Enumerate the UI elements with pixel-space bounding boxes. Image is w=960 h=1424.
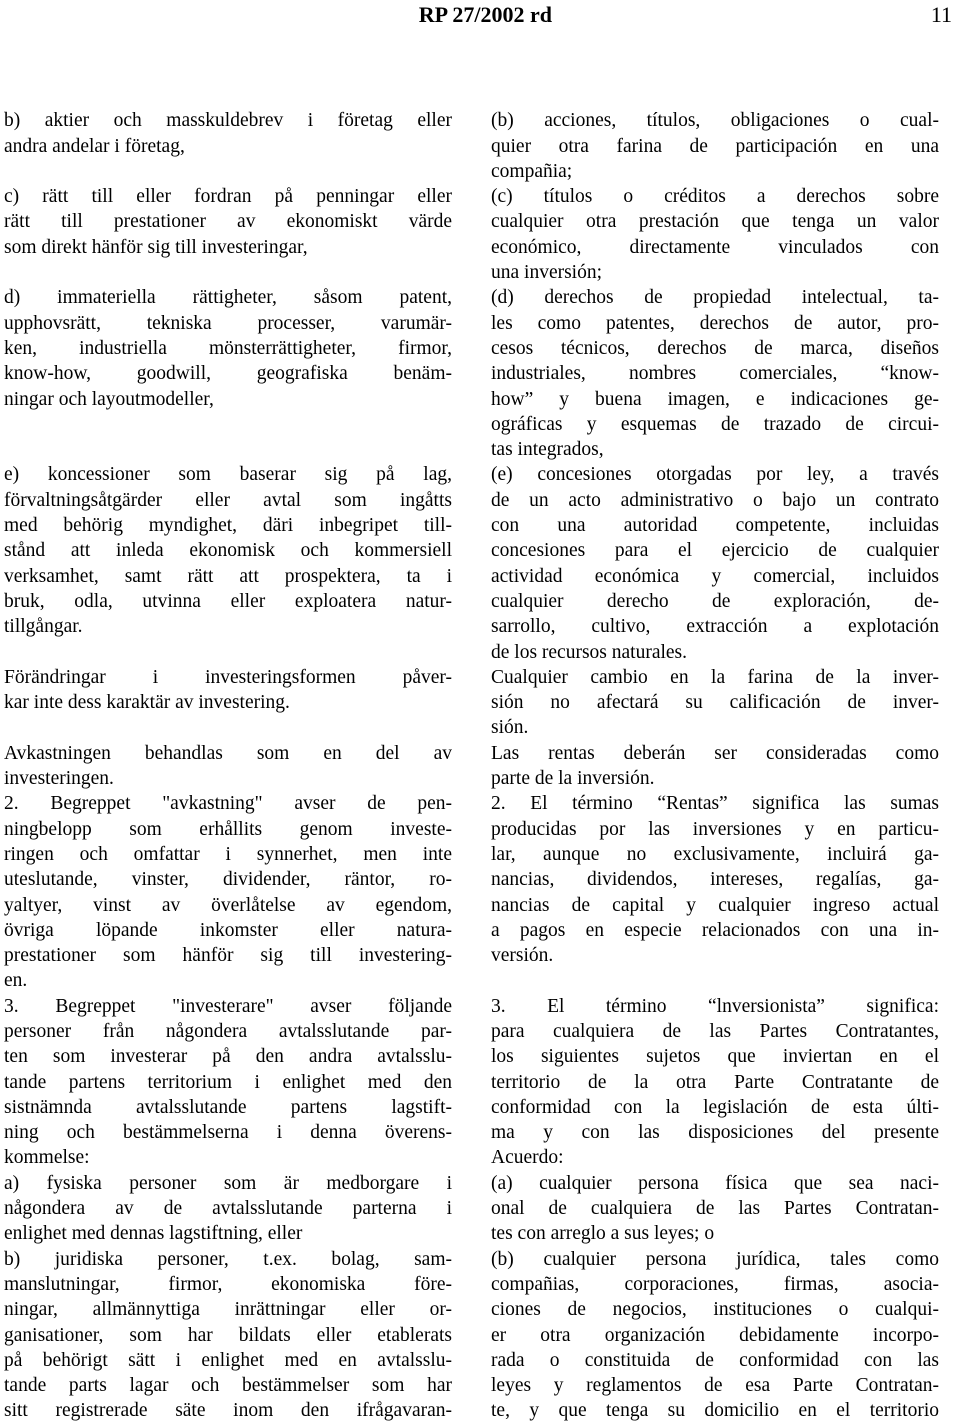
text-line: bruk, odla, utvinna eller exploatera natur- [4,590,452,612]
text-line: investeringen. [4,768,114,790]
text-line: manslutningar, firmor, ekonomiska före- [4,1273,452,1295]
text-line: nancias de capital y cualquier ingreso actual [491,894,939,916]
text-line: ning och bestämmelserna i denna överens- [4,1122,452,1144]
text-line: con una autoridad competente, incluidas [491,515,939,537]
text-line: ningar, allmännyttiga inrättningar eller or- [4,1299,452,1321]
text-line: som direkt hänför sig till investeringar, [4,236,308,258]
text-line: tande parts lagar och bestämmelser som har [4,1375,452,1397]
text-line: los siguientes sujetos que inviertan en el [491,1046,939,1068]
text-line: industriales, nombres comerciales, “know- [491,363,939,385]
text-line: sión no afectará su calificación de inver- [491,692,939,714]
blank-line [4,412,452,437]
text-line: know-how, goodwill, geografiska benäm- [4,363,452,385]
text-line: ográficas y esquemas de trazado de circui- [491,413,939,435]
blank-line [4,83,452,108]
text-line: territorio de la otra Parte Contratante de [491,1071,939,1093]
text-line: c) rätt till eller fordran på penningar eller [4,186,452,208]
text-line: med behörig myndighet, däri inbegripet till- [4,515,452,537]
text-line: 3. Begreppet "investerare" avser följande [4,995,452,1017]
text-line: er otra organización debidamente incorpo- [491,1324,939,1346]
text-line: tillgångar. [4,616,83,638]
text-line: producidas por las inversiones y en particu- [491,818,939,840]
text-line: ningbelopp som erhållits genom investe- [4,818,452,840]
text-line: b) juridiska personer, t.ex. bolag, sam- [4,1248,452,1270]
text-line: tes con arreglo a sus leyes; o [491,1223,715,1245]
page-header [0,2,960,32]
text-line: sitt registrerade säte inom den ifrågavaran- [4,1400,452,1422]
text-line: una inversión; [491,262,603,284]
text-line: 2. El término “Rentas” significa las sumas [491,793,939,815]
text-line: lar, aunque no exclusivamente, incluirá ga- [491,843,939,865]
text-line: ken, industriella mönsterrättigheter, firmor, [4,337,452,359]
text-line: d) immateriella rättigheter, såsom patent, [4,287,452,309]
text-line: upphovsrätt, tekniska processer, varumär- [4,312,452,334]
page-number: 11 [930,2,952,27]
text-line: (b) acciones, títulos, obligaciones o cual- [491,110,939,132]
text-line: te, y que tenga su domicilio en el territorio [491,1400,939,1422]
text-line: förvaltningsåtgärder eller avtal som ingåtts [4,489,452,511]
text-line: Acuerdo: [491,1147,564,1169]
text-line: económico, directamente vinculados con [491,236,939,258]
text-line: rätt till prestationer av ekonomiskt värde [4,211,452,233]
text-line: cualquier derecho de exploración, de- [491,590,939,612]
blank-line [4,260,452,285]
text-line: cesos técnicos, derechos de marca, diseños [491,337,939,359]
text-line: versión. [491,945,554,967]
text-line: de un acto administrativo o bajo un contrato [491,489,939,511]
blank-line [491,83,939,108]
text-line: kommelse: [4,1147,90,1169]
text-line: (b) cualquier persona jurídica, tales como [491,1248,939,1270]
text-line: conformidad con la legislación de esta últi- [491,1096,939,1118]
text-line: en. [4,970,28,992]
text-line: Las rentas deberán ser consideradas como [491,742,939,764]
text-line: a) fysiska personer som är medborgare i [4,1172,452,1194]
blank-line [4,437,452,462]
text-line: Cualquier cambio en la farina de la inver- [491,666,939,688]
text-line: sarrollo, cultivo, extracción a explotación [491,616,939,638]
text-line: b) aktier och masskuldebrev i företag eller [4,110,452,132]
text-line: de los recursos naturales. [491,641,688,663]
text-line: stånd att inleda ekonomisk och kommersiell [4,540,452,562]
text-line: cualquier otra prestación que tenga un valor [491,211,939,233]
text-line: övriga löpande inkomster eller natura- [4,919,452,941]
text-line: uteslutande, vinster, dividender, räntor, ro- [4,869,452,891]
swedish-text-column [4,83,452,1424]
text-line: rada o constituida de conformidad con las [491,1349,939,1371]
text-line: ten som investerar på den andra avtalsslu- [4,1046,452,1068]
text-line: ningar och layoutmodeller, [4,388,214,410]
document-reference: RP 27/2002 rd [418,2,552,27]
text-line: tas integrados, [491,439,604,461]
text-line: a pagos en especie relacionados con una in- [491,919,939,941]
text-line: 3. El término “lnversionista” significa: [491,995,939,1017]
text-line: ma y con las disposiciones del presente [491,1122,939,1144]
text-line: prestationer som hänför sig till investering- [4,945,452,967]
text-line: nancias, dividendos, intereses, regalías, ga- [491,869,939,891]
text-line: tande partens territorium i enlighet med den [4,1071,452,1093]
text-line: e) koncessioner som baserar sig på lag, [4,464,452,486]
blank-line [4,159,452,184]
text-line: (a) cualquier persona física que sea naci- [491,1172,939,1194]
text-line: (e) concesiones otorgadas por ley, a través [491,464,939,486]
text-line: verksamhet, samt rätt att prospektera, ta i [4,565,452,587]
text-line: Avkastningen behandlas som en del av [4,742,452,764]
text-line: quier otra farina de participación en una [491,135,939,157]
blank-line [4,715,452,740]
text-line: leyes y reglamentos de esa Parte Contratan- [491,1375,939,1397]
blank-line [491,968,939,993]
text-line: ganisationer, som har bildats eller etablerats [4,1324,452,1346]
text-line: para cualquiera de las Partes Contratantes, [491,1020,939,1042]
text-line: sión. [491,717,529,739]
text-line: les como patentes, derechos de autor, pro- [491,312,939,334]
blank-line [4,640,452,665]
text-line: Förändringar i investeringsformen påver- [4,666,452,688]
text-line: (c) títulos o créditos a derechos sobre [491,186,939,208]
text-line: ciones de negocios, instituciones o cualqui- [491,1299,939,1321]
text-line: ringen och omfattar i synnerhet, men inte [4,843,452,865]
text-line: onal de cualquiera de las Partes Contratan- [491,1198,939,1220]
text-line: 2. Begreppet "avkastning" avser de pen- [4,793,452,815]
text-line: personer från någondera avtalsslutande par- [4,1020,452,1042]
text-line: parte de la inversión. [491,768,655,790]
text-line: kar inte dess karaktär av investering. [4,692,290,714]
spanish-text-column [491,83,939,1424]
text-line: andra andelar i företag, [4,135,185,157]
text-line: concesiones para el ejercicio de cualquier [491,540,939,562]
text-line: enlighet med dennas lagstiftning, eller [4,1223,303,1245]
text-line: how” y buena imagen, e indicaciones ge- [491,388,939,410]
text-line: compañia; [491,160,573,182]
text-line: actividad económica y comercial, incluidos [491,565,939,587]
text-line: på behörigt sätt i enlighet med en avtalsslu- [4,1349,452,1371]
text-line: (d) derechos de propiedad intelectual, ta- [491,287,939,309]
text-line: compañias, corporaciones, firmas, asocia- [491,1273,939,1295]
text-line: yaltyer, vinst av överlåtelse av egendom, [4,894,452,916]
text-line: sistnämnda avtalsslutande partens lagstift- [4,1096,452,1118]
text-line: någondera av de avtalsslutande parterna i [4,1198,452,1220]
